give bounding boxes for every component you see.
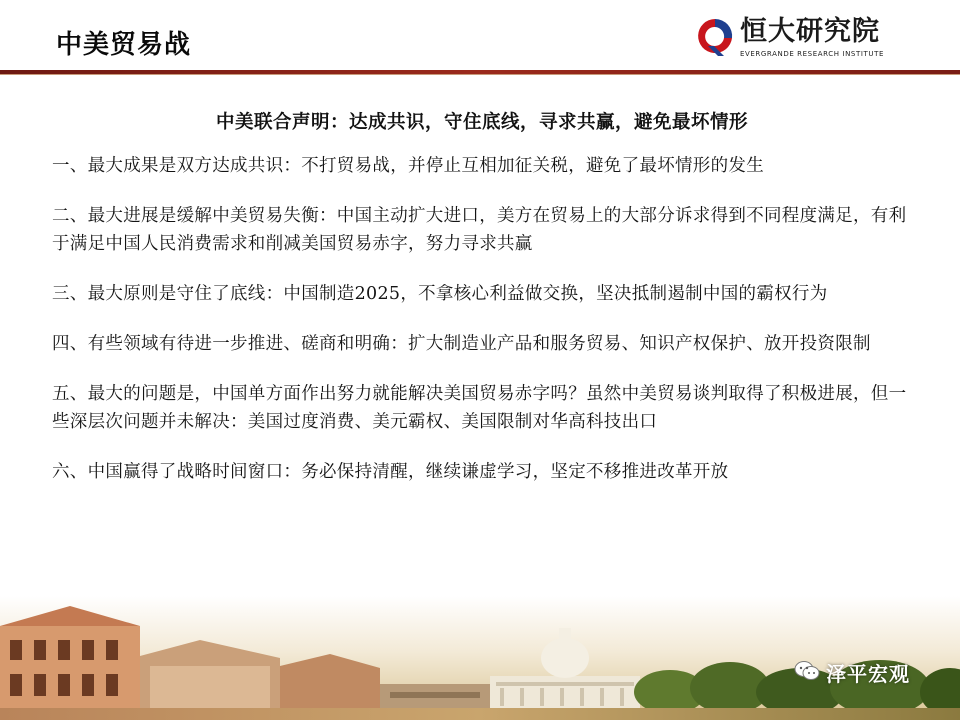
point-1: 一、最大成果是双方达成共识：不打贸易战，并停止互相加征关税，避免了最坏情形的发生 (52, 156, 764, 176)
footer-banner-image (0, 596, 960, 720)
slide-header (0, 0, 960, 72)
point-3: 三、最大原则是守住了底线：中国制造2025，不拿核心利益做交换，坚决抵制遏制中国的霸权行为 (52, 284, 828, 304)
evergrande-logo (694, 14, 894, 64)
wechat-icon (794, 660, 820, 682)
watermark-text: 泽平宏观 (826, 662, 910, 686)
slide-subtitle: 中美联合声明：达成共识，守住底线，寻求共赢，避免最坏情形 (215, 112, 748, 133)
logo-subtitle: EVERGRANDE RESEARCH INSTITUTE (740, 50, 884, 58)
evergrande-logo-icon (694, 16, 736, 58)
page-title: 中美贸易战 (56, 30, 192, 60)
header-divider-thin (0, 74, 960, 75)
logo-name: 恒大研究院 (740, 16, 880, 47)
point-6: 六、中国赢得了战略时间窗口：务必保持清醒，继续谦虚学习，坚定不移推进改革开放 (52, 462, 729, 482)
point-5: 五、最大的问题是，中国单方面作出努力就能解决美国贸易赤字吗？虽然中美贸易谈判取得了积极进展，但一些深层次问题并未解决：美国过度消费、美元霸权、美国限制对华高科技出口 (52, 384, 907, 432)
point-2: 二、最大进展是缓解中美贸易失衡：中国主动扩大进口，美方在贸易上的大部分诉求得到不同程度满足，有利于满足中国人民消费需求和削减美国贸易赤字，努力寻求共赢 (52, 206, 907, 254)
slide-body (52, 108, 912, 508)
point-4: 四、有些领域有待进一步推进、磋商和明确：扩大制造业产品和服务贸易、知识产权保护、放开投资限制 (52, 334, 871, 354)
